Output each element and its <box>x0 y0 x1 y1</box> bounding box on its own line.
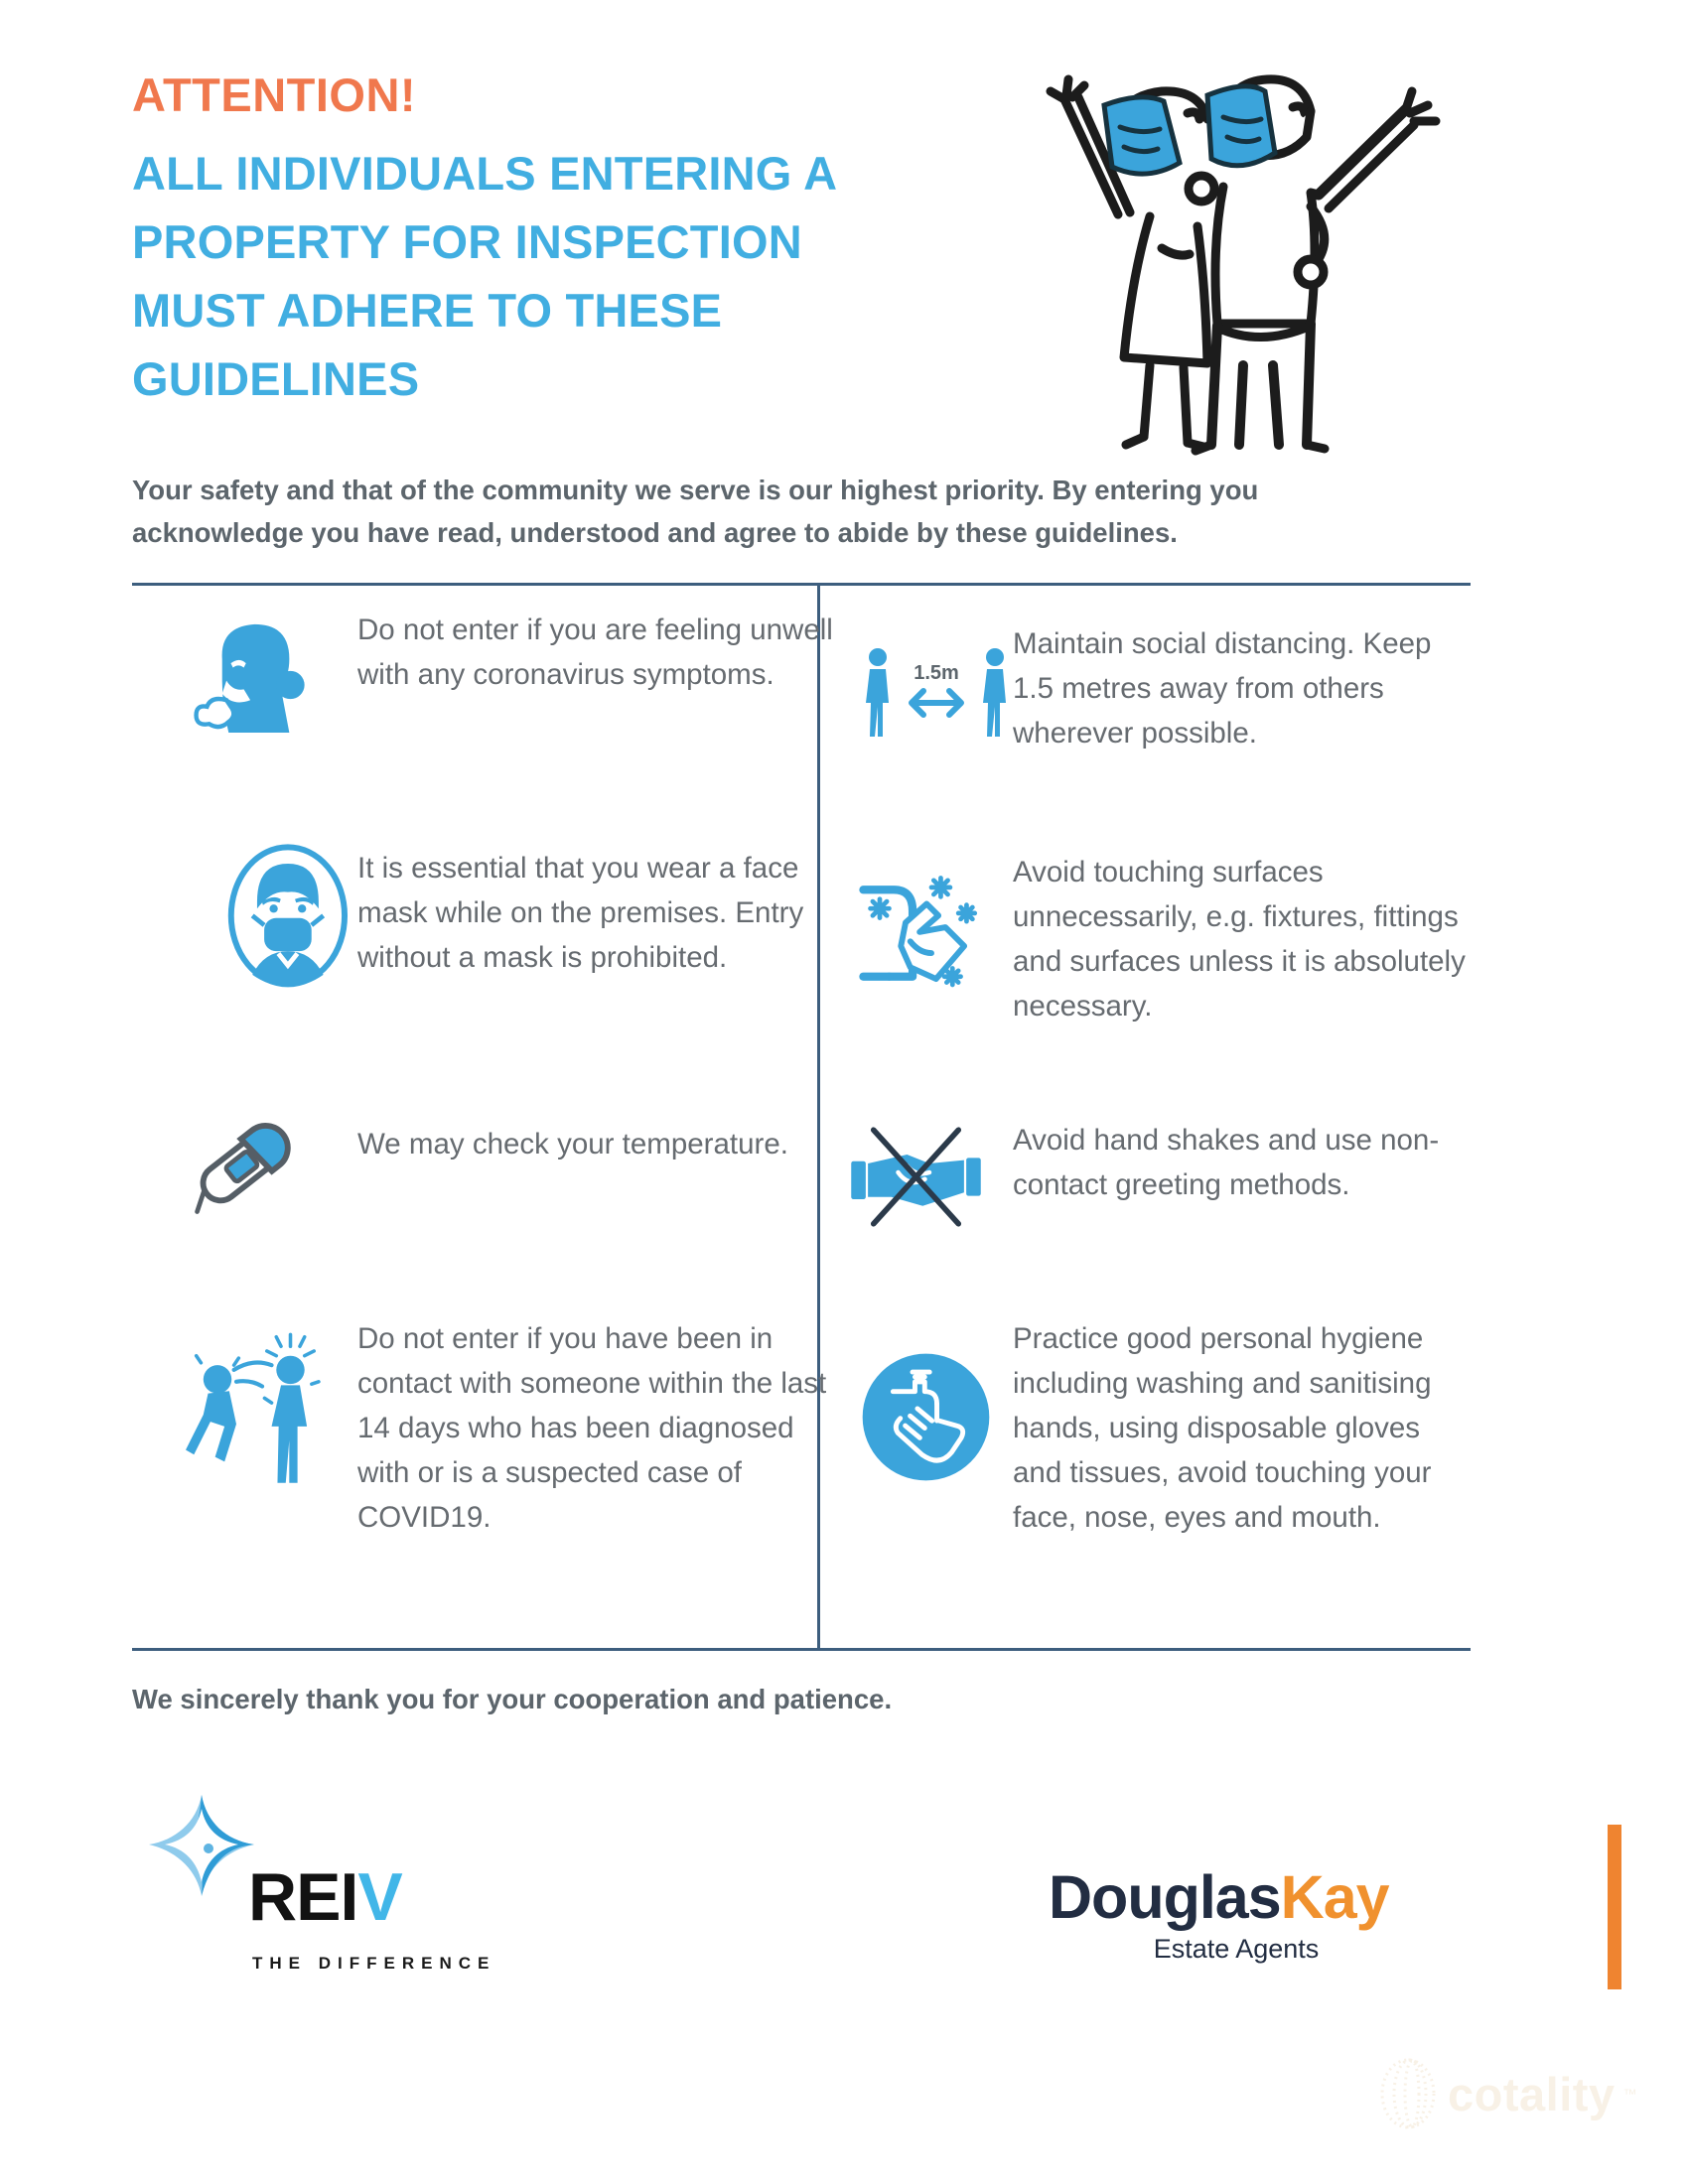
contact-cough-icon <box>182 1332 336 1491</box>
guideline-text: Avoid hand shakes and use non-contact greeting methods. <box>1013 1124 1440 1201</box>
reiv-star-icon <box>147 1795 256 1899</box>
no-handshake-icon <box>849 1120 983 1234</box>
title-line: PROPERTY FOR INSPECTION <box>132 215 802 268</box>
hand-hygiene-icon <box>859 1350 993 1484</box>
reiv-tagline: THE DIFFERENCE <box>252 1954 496 1973</box>
side-accent-bar <box>1608 1825 1621 1989</box>
attention-heading: ATTENTION! <box>132 68 417 121</box>
distance-label: 1.5m <box>914 662 959 684</box>
watermark <box>1378 2057 1637 2130</box>
social-distancing-icon <box>862 645 1011 745</box>
guideline-text: We may check your temperature. <box>357 1128 788 1160</box>
guideline-text: Maintain social distancing. Keep 1.5 metres away from others wherever possible. <box>1013 627 1432 750</box>
cotality-sphere-icon <box>1378 2057 1440 2130</box>
guideline-text: Avoid touching surfaces unnecessarily, e.g. fixtures, fittings and surfaces unless it is absolutely necessary. <box>1013 856 1466 1023</box>
masked-people-illustration <box>1013 68 1450 465</box>
guidelines-grid <box>132 583 1471 1651</box>
reiv-v: V <box>357 1859 402 1935</box>
guideline-text: Practice good personal hygiene including washing and sanitising hands, using disposable gloves and tissues, avoid touching your face, nose, eyes and mouth. <box>1013 1322 1432 1534</box>
title-line: ALL INDIVIDUALS ENTERING A <box>132 147 838 200</box>
sneezing-woman-icon <box>190 614 309 733</box>
avoid-touching-icon <box>854 869 983 998</box>
watermark-text: cotality <box>1448 2067 1616 2120</box>
title-line: GUIDELINES <box>132 352 420 405</box>
agency-subtitle: Estate Agents <box>1153 1934 1320 1964</box>
poster-title <box>132 139 887 413</box>
thermometer-icon <box>182 1097 316 1226</box>
intro-paragraph: Your safety and that of the community we serve is our highest priority. By entering you acknowledge you have read, understood and agree to abide by these guidelines. <box>132 475 1259 548</box>
reiv-logo <box>248 1858 402 1936</box>
thank-you-text: We sincerely thank you for your cooperation and patience. <box>132 1684 893 1714</box>
guideline-text: Do not enter if you are feeling unwell with any coronavirus symptoms. <box>357 614 833 691</box>
watermark-tm: ™ <box>1622 2086 1637 2102</box>
agency-name-kay: Kay <box>1280 1863 1389 1931</box>
reiv-rei: REI <box>248 1859 358 1935</box>
agency-logo <box>1049 1862 1389 1932</box>
agency-name-douglas: Douglas <box>1049 1863 1281 1931</box>
guideline-text: Do not enter if you have been in contact with someone within the last 14 days who has been diagnosed with or is a suspected case of COVID19. <box>357 1322 827 1534</box>
face-mask-icon <box>226 842 351 991</box>
guideline-text: It is essential that you wear a face mask while on the premises. Entry without a mask is prohibited. <box>357 852 804 974</box>
title-line: MUST ADHERE TO THESE <box>132 284 723 337</box>
